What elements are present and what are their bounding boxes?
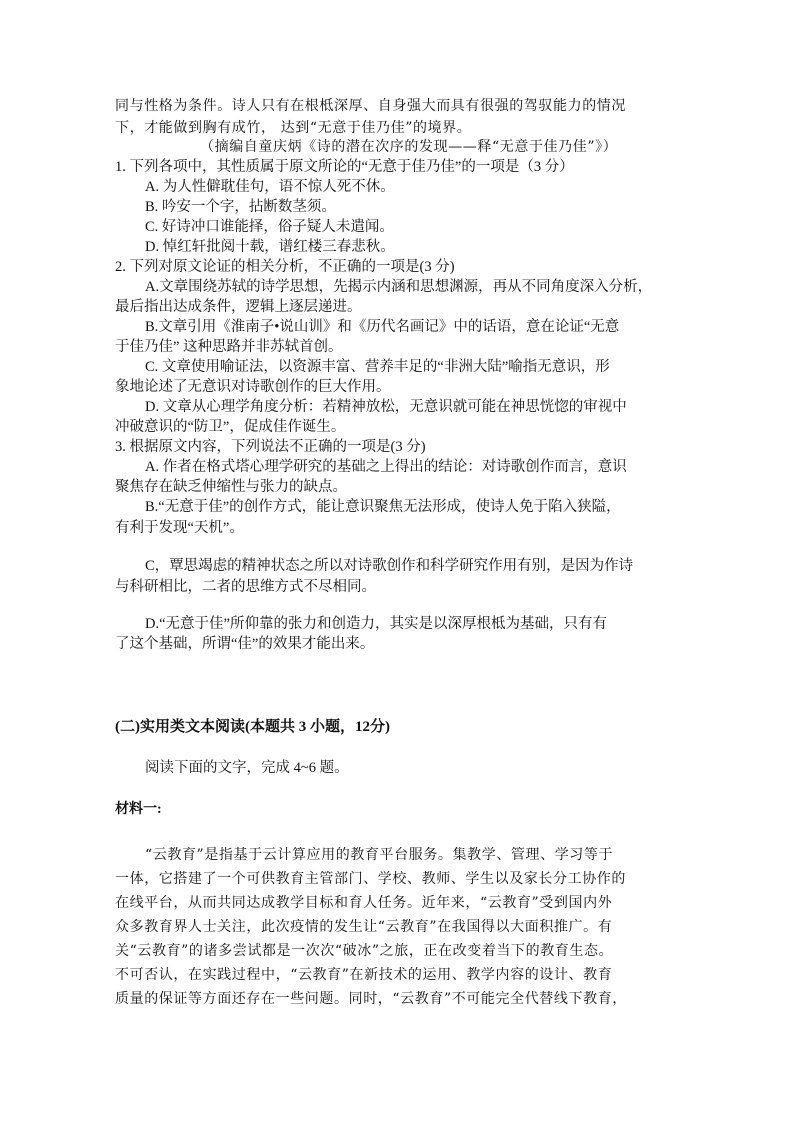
q3-option-d-line2: 了这个基础，所谓“佳”的效果才能出来。 — [115, 636, 375, 652]
material-1-line-3: 在线平台，从而共同达成教学目标和育人任务。近年来，“云教育”受到国内外 — [115, 895, 613, 911]
q3-option-a-line1: A. 作者在格式塔心理学研究的基础之上得出的结论：对诗歌创作而言，意识 — [145, 459, 627, 475]
q3-option-b-line2: 有利于发现“天机”。 — [115, 520, 244, 536]
material-1-line-1: “云教育”是指基于云计算应用的教育平台服务。集教学、管理、学习等于 — [145, 847, 614, 863]
passage-line-2: 下，才能做到胸有成竹， 达到“无意于佳乃佳”的境界。 — [115, 120, 472, 136]
q2-option-b-line2: 于佳乃佳” 这种思路并非苏轼首创。 — [115, 339, 343, 355]
q2-option-a-line1: A.文章围绕苏轼的诗学思想，先揭示内涵和思想渊源，再从不同角度深入分析， — [145, 279, 653, 295]
q3-option-b-line1: B.“无意于佳”的创作方式，能让意识聚焦无法形成，使诗人免于陷入狭隘， — [145, 499, 621, 515]
passage-line-1: 同与性格为条件。诗人只有在根柢深厚、自身强大而具有很强的驾驭能力的情况 — [115, 98, 626, 114]
q1-option-d: D. 悼红轩批阅十载，谱红楼三春悲秋。 — [145, 239, 395, 255]
section-2-heading: (二)实用类文本阅读(本题共 3 小题，12分) — [115, 719, 390, 735]
q2-option-d-line2: 冲破意识的“防卫”，促成佳作诞生。 — [115, 419, 346, 435]
q2-option-d-line1: D. 文章从心理学角度分析：若精神放松，无意识就可能在神思恍惚的审视中 — [145, 399, 627, 415]
q1-option-c: C. 好诗冲口谁能择，俗子疑人未遣闻。 — [145, 219, 394, 235]
q2-stem: 2. 下列对原文论证的相关分析，不正确的一项是(3 分) — [115, 259, 455, 275]
q1-stem: 1. 下列各项中，其性质属于原文所论的“无意于佳乃佳”的一项是（3 分） — [115, 159, 574, 175]
material-1-line-6: 不可否认，在实践过程中，“云教育”在新技术的运用、教学内容的设计、教育 — [115, 967, 613, 983]
material-label: 材料一: — [115, 802, 162, 817]
q3-stem: 3. 根据原文内容，下列说法不正确的一项是(3 分) — [115, 439, 426, 455]
q2-option-b-line1: B.文章引用《淮南子•说山训》和《历代名画记》中的话语，意在论证“无意 — [145, 319, 620, 335]
q3-option-d-line1: D.“无意于佳”所仰靠的张力和创造力，其实是以深厚根柢为基础，只有有 — [145, 616, 607, 632]
q3-option-a-line2: 聚焦存在缺乏伸缩性与张力的缺点。 — [115, 479, 347, 495]
passage-source: （摘编自童庆炳《诗的潜在次序的发现——释“无意于佳乃佳”》） — [200, 139, 618, 155]
material-1-line-7: 质量的保证等方面还存在一些问题。同时，“云教育”不可能完全代替线下教育， — [115, 991, 627, 1007]
q1-option-b: B. 吟安一个字，拈断数茎须。 — [145, 199, 336, 215]
q2-option-c-line2: 象地论述了无意识对诗歌创作的巨大作用。 — [115, 379, 391, 395]
q2-option-a-line2: 最后指出达成条件，逻辑上逐层递进。 — [115, 299, 362, 315]
material-1-line-5: 关“云教育”的诸多尝试都是一次次“破冰”之旅，正在改变着当下的教育生态。 — [115, 943, 614, 959]
q1-option-a: A. 为人性僻耽佳句，语不惊人死不休。 — [145, 179, 395, 195]
material-1-line-4: 众多教育界人士关注，此次疫情的发生让“云教育”在我国得以大面积推广。有 — [115, 919, 613, 935]
q2-option-c-line1: C. 文章使用喻证法，以资源丰富、营养丰足的“非洲大陆”喻指无意识，形 — [145, 359, 610, 375]
q3-option-c-line1: C，覃思竭虑的精神状态之所以对诗歌创作和科学研究作用有别，是因为作诗 — [145, 558, 634, 574]
material-1-line-2: 一体，它搭建了一个可供教育主管部门、学校、教师、学生以及家长分工协作的 — [115, 871, 626, 887]
q3-option-c-line2: 与科研相比，二者的思维方式不尽相同。 — [115, 579, 376, 595]
section-2-instruction: 阅读下面的文字，完成 4~6 题。 — [145, 760, 349, 776]
